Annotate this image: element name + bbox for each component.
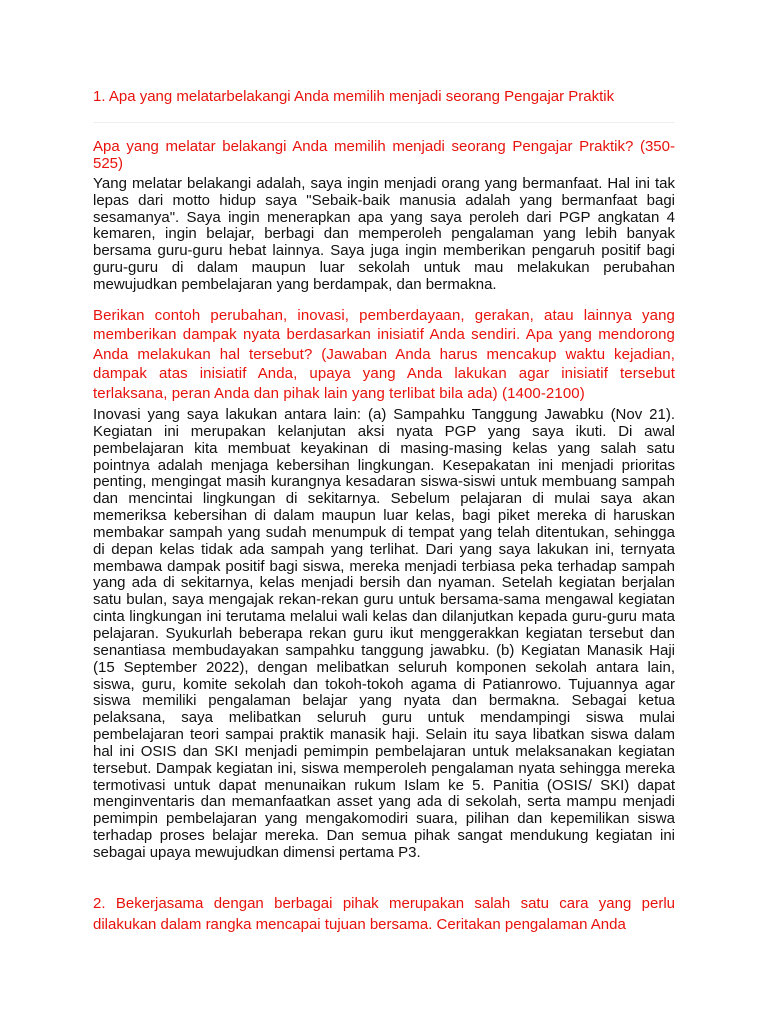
section-heading-1: 1. Apa yang melatarbelakangi Anda memilih menjadi seorang Pengajar Praktik: [93, 88, 615, 105]
answer-1: Yang melatar belakangi adalah, saya ingin menjadi orang yang bermanfaat. Hal ini tak lepas dari motto hidup saya "Sebaik-baik manusia adalah yang bermanfaat bagi sesamanya". Saya ingin menerapkan apa yang saya peroleh dari PGP angkatan 4 kemaren, ingin belajar, berbagi dan memperoleh pengalaman yang lebih banyak bersama guru-guru hebat lainnya. Saya juga ingin memberikan pengaruh positif bagi guru-guru di dalam maupun luar sekolah untuk mau melakukan perubahan mewujudkan pembelajaran yang berdampak, dan bermakna.: [93, 175, 675, 293]
question-1: Apa yang melatar belakangi Anda memilih menjadi seorang Pengajar Praktik? (350-525): [93, 138, 675, 172]
divider: [93, 122, 675, 123]
question-2: Berikan contoh perubahan, inovasi, pemberdayaan, gerakan, atau lainnya yang memberikan dampak nyata berdasarkan inisiatif Anda sendiri. Apa yang mendorong Anda melakukan hal tersebut? (Jawaban Anda harus mencakup waktu kejadian, dampak atas inisiatif Anda, upaya yang Anda lakukan agar inisiatif tersebut terlaksana, peran Anda dan pihak lain yang terlibat bila ada) (1400-2100): [93, 307, 675, 402]
answer-2: Inovasi yang saya lakukan antara lain: (a) Sampahku Tanggung Jawabku (Nov 21). Kegiatan ini merupakan kelanjutan aksi nyata PGP yang saya ikuti. Di awal pembelajaran kita membuat keyakinan di masing-masing kelas yang salah satu pointnya adalah menjaga kebersihan lingkungan. Kesepakatan ini menjadi prioritas penting, mengingat masih kurangnya kesadaran siswa-siswi untuk membuang sampah dan mencintai lingkungan di sekitarnya. Sebelum pelajaran di mulai saya akan memeriksa kebersihan di dalam maupun luar kelas, bagi piket mereka di haruskan membakar sampah yang sudah menumpuk di tempat yang telah ditentukan, sehingga di depan kelas tidak ada sampah yang terlihat. Dari yang saya lakukan ini, ternyata membawa dampak positif bagi siswa, mereka menjadi terbiasa peka terhadap sampah yang ada di sekitarnya, kelas menjadi bersih dan nyaman. Setelah kegiatan berjalan satu bulan, saya mengajak rekan-rekan guru untuk bersama-sama mengawal kegiatan cinta lingkungan ini terutama melalui wali kelas dan dilanjutkan kepada guru-guru mata pelajaran. Syukurlah beberapa rekan guru ikut menggerakkan kegiatan tersebut dan senantiasa membudayakan sampahku tanggung jawabku. (b) Kegiatan Manasik Haji (15 September 2022), dengan melibatkan seluruh komponen sekolah antara lain, siswa, guru, komite sekolah dan tokoh-tokoh agama di Patianrowo. Tujuannya agar siswa memiliki pengalaman belajar yang nyata dan bermakna. Sebagai ketua pelaksana, saya melibatkan seluruh guru untuk mendampingi siswa mulai pembelajaran teori sampai praktik manasik haji. Selain itu saya libatkan siswa dalam hal ini OSIS dan SKI menjadi pemimpin pembelajaran untuk melaksanakan kegiatan tersebut. Dampak kegiatan ini, siswa memperoleh pengalaman nyata sehingga mereka termotivasi untuk dapat menunaikan rukum Islam ke 5. Panitia (OSIS/ SKI) dapat menginventaris dan memanfaatkan asset yang ada di sekolah, serta mampu menjadi pemimpin pembelajaran yang mengakomodiri suara, pilihan dan kepemilikan siswa terhadap proses belajar mereka. Dan semua pihak sangat mendukung kegiatan ini sebagai upaya mewujudkan dimensi pertama P3.: [93, 406, 675, 861]
question-3: 2. Bekerjasama dengan berbagai pihak merupakan salah satu cara yang perlu dilakukan dalam rangka mencapai tujuan bersama. Ceritakan pengalaman Anda: [93, 895, 675, 933]
